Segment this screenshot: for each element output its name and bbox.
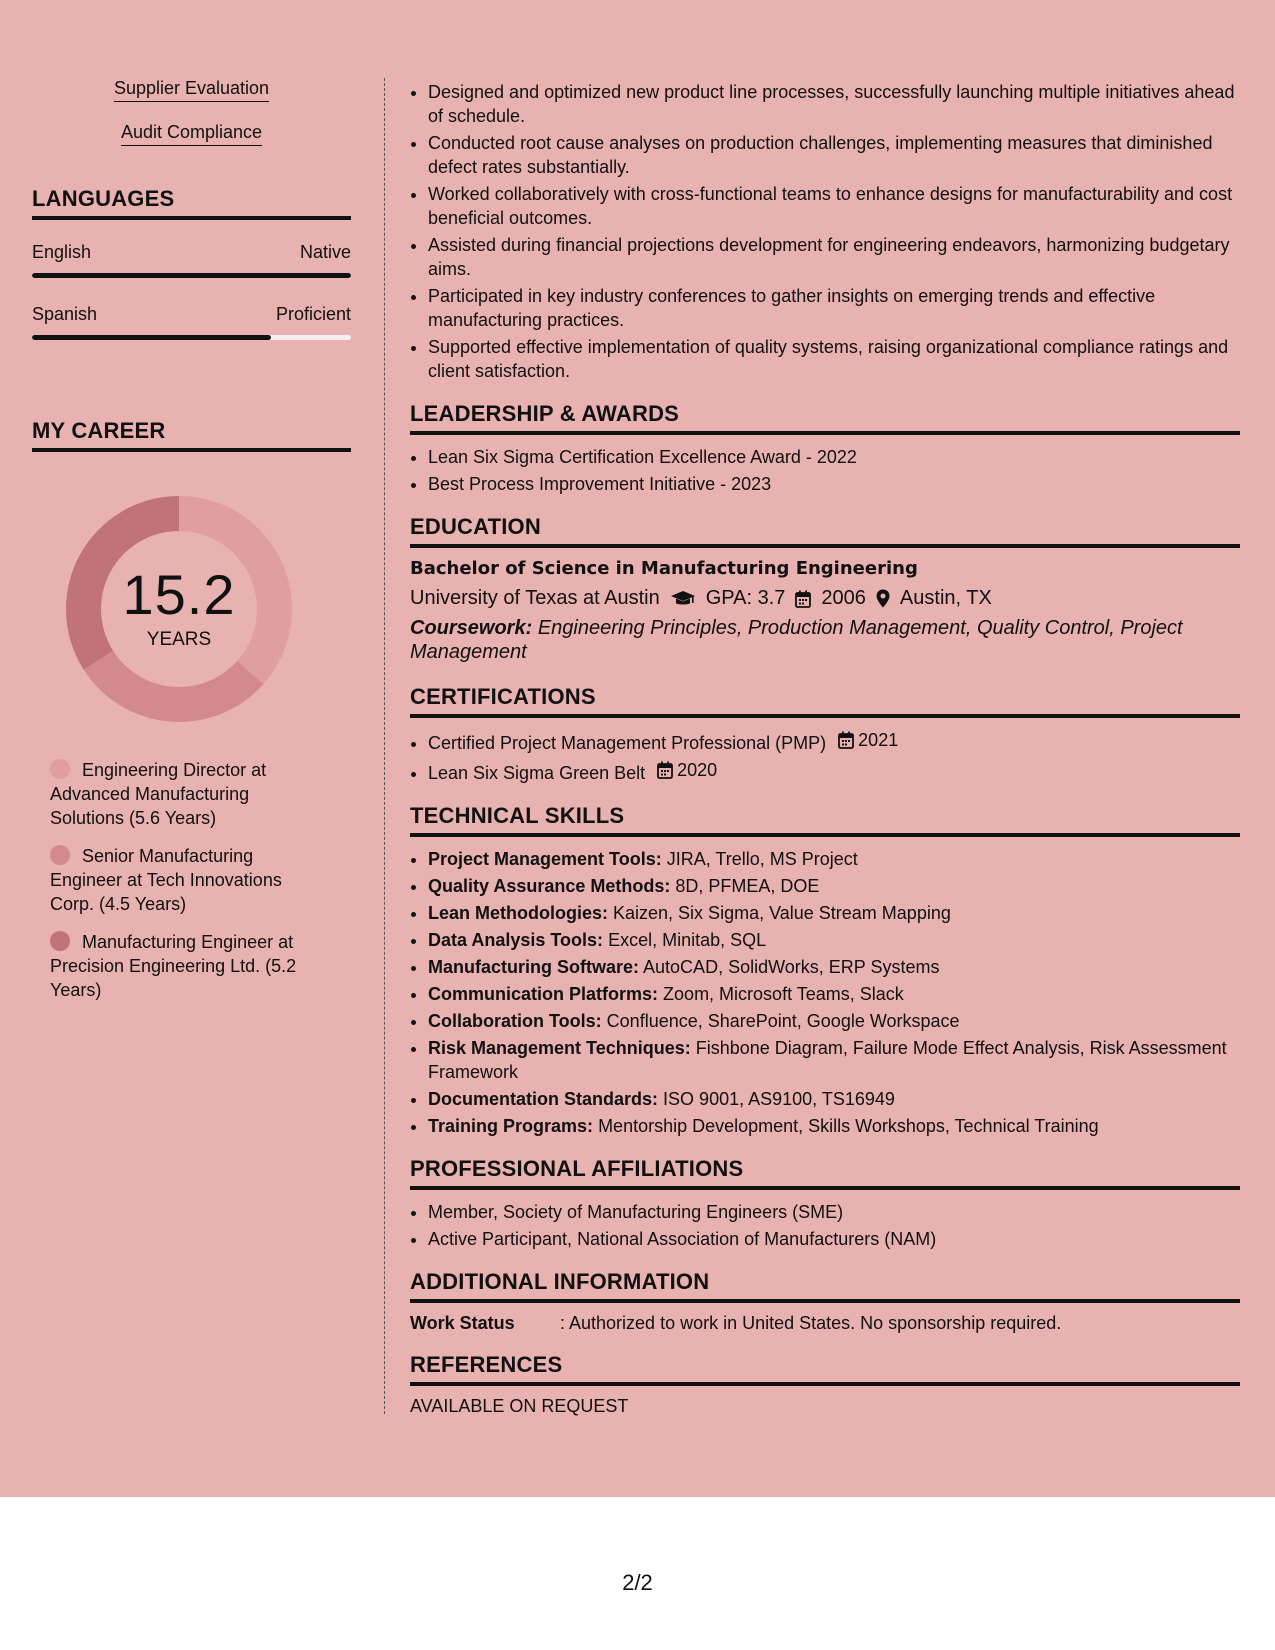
skill-value: AutoCAD, SolidWorks, ERP Systems [643, 957, 940, 977]
left-column [32, 78, 351, 1016]
list-item: • Assisted during financial projections development for engineering endeavors, harmonizing budgetary aims. [428, 233, 1240, 281]
skill-label: Project Management Tools: [428, 849, 662, 869]
list-item [428, 1009, 1240, 1033]
career-total-unit: YEARS [146, 629, 212, 650]
list-item [428, 955, 1240, 979]
awards-list [410, 445, 1240, 496]
work-status-label: Work Status [410, 1313, 515, 1333]
language-level: Native [299, 242, 351, 262]
certification-name: Lean Six Sigma Green Belt [428, 763, 646, 783]
list-item [428, 728, 1240, 755]
affiliations-title: PROFESSIONAL AFFILIATIONS [410, 1156, 1240, 1190]
coursework-list: Engineering Principles, Production Management, Quality Control, Project Management [410, 617, 1183, 663]
skill-label: Documentation Standards: [428, 1089, 659, 1109]
list-item: • Participated in key industry conferences to gather insights on emerging trends and effective manufacturing practices. [428, 284, 1240, 332]
list-item [428, 1087, 1240, 1111]
skill-label: Risk Management Techniques: [428, 1038, 691, 1058]
graduation-year: 2006 [821, 587, 866, 609]
calendar-icon [838, 731, 854, 749]
technical-skills-title: TECHNICAL SKILLS [410, 803, 1240, 837]
location-pin-icon [876, 589, 890, 608]
language-name: Spanish [32, 304, 98, 324]
calendar-icon [657, 761, 673, 779]
work-status-row [410, 1313, 1240, 1334]
career-donut-chart [66, 496, 292, 722]
skill-label: Data Analysis Tools: [428, 930, 604, 950]
page-number: 2/2 [622, 1570, 653, 1595]
skill-label: Communication Platforms: [428, 984, 659, 1004]
list-item: • Member, Society of Manufacturing Engineers (SME) [428, 1200, 1240, 1224]
experience-bullets [410, 80, 1240, 383]
career-total-years: 15.2 [122, 563, 236, 626]
coursework [410, 616, 1240, 664]
certification-name: Certified Project Management Professional (PMP) [428, 733, 827, 753]
language-level: Proficient [275, 304, 351, 324]
skill-label: Manufacturing Software: [428, 957, 640, 977]
skill-value: ISO 9001, AS9100, TS16949 [663, 1089, 895, 1109]
list-item [428, 1036, 1240, 1084]
work-status-value: : Authorized to work in United States. No sponsorship required. [560, 1313, 1062, 1333]
legend-dot [50, 845, 70, 865]
career-title: MY CAREER [32, 418, 351, 452]
certification-year: 2021 [858, 730, 899, 750]
legend-label: Manufacturing Engineer at Precision Engineering Ltd. (5.2 Years) [50, 932, 297, 1000]
references-title: REFERENCES [410, 1352, 1240, 1386]
list-item [428, 928, 1240, 952]
coursework-label: Coursework: [410, 617, 533, 639]
school-location: Austin, TX [899, 587, 992, 609]
list-item: • Conducted root cause analyses on production challenges, implementing measures that diminished defect rates substantially. [428, 131, 1240, 179]
list-item: • Active Participant, National Association of Manufacturers (NAM) [428, 1227, 1240, 1251]
skill-value: JIRA, Trello, MS Project [666, 849, 858, 869]
legend-dot [50, 931, 70, 951]
skill-label: Lean Methodologies: [428, 903, 608, 923]
skill-value: Zoom, Microsoft Teams, Slack [663, 984, 904, 1004]
skill-value: Mentorship Development, Skills Workshops, Technical Training [598, 1116, 1099, 1136]
skill-value: Excel, Minitab, SQL [608, 930, 767, 950]
list-item: • Lean Six Sigma Certification Excellence Award - 2022 [428, 445, 1240, 469]
list-item: • Worked collaboratively with cross-functional teams to enhance designs for manufacturability and cost beneficial outcomes. [428, 182, 1240, 230]
skill-tag: Supplier Evaluation [114, 78, 269, 102]
skill-value: Confluence, SharePoint, Google Workspace [606, 1011, 960, 1031]
legend-item [50, 758, 320, 830]
skill-tag: Audit Compliance [121, 122, 262, 146]
gpa: GPA: 3.7 [705, 587, 786, 609]
language-bar-fill [32, 273, 351, 278]
legend-dot [50, 759, 70, 779]
list-item [428, 847, 1240, 871]
additional-info-title: ADDITIONAL INFORMATION [410, 1269, 1240, 1303]
education-title: EDUCATION [410, 514, 1240, 548]
calendar-icon [795, 590, 811, 608]
list-item: • Best Process Improvement Initiative - 2023 [428, 472, 1240, 496]
language-bar-fill [32, 335, 271, 340]
certification-year: 2020 [677, 760, 718, 780]
language-item [32, 304, 351, 340]
skill-label: Collaboration Tools: [428, 1011, 602, 1031]
list-item [428, 1114, 1240, 1138]
awards-title: LEADERSHIP & AWARDS [410, 401, 1240, 435]
skill-value: Kaizen, Six Sigma, Value Stream Mapping [613, 903, 951, 923]
technical-skills-list [410, 847, 1240, 1138]
list-item [428, 874, 1240, 898]
skill-value: 8D, PFMEA, DOE [675, 876, 820, 896]
affiliations-list [410, 1200, 1240, 1251]
graduation-cap-icon [670, 590, 696, 608]
certifications-list [410, 728, 1240, 785]
right-column [384, 78, 1240, 1414]
skill-label: Training Programs: [428, 1116, 594, 1136]
skill-label: Quality Assurance Methods: [428, 876, 671, 896]
legend-label: Senior Manufacturing Engineer at Tech Innovations Corp. (4.5 Years) [50, 846, 282, 914]
language-item [32, 242, 351, 278]
list-item: • Designed and optimized new product line processes, successfully launching multiple initiatives ahead of schedule. [428, 80, 1240, 128]
education-details [410, 587, 1240, 610]
degree-name: Bachelor of Science in Manufacturing Engineering [410, 558, 918, 579]
references-text: AVAILABLE ON REQUEST [410, 1396, 629, 1416]
list-item [428, 901, 1240, 925]
legend-item [50, 844, 320, 916]
certifications-title: CERTIFICATIONS [410, 684, 1240, 718]
skill-value: Fishbone Diagram, Failure Mode Effect Analysis, Risk Assessment Framework [428, 1038, 1227, 1082]
list-item [428, 758, 1240, 785]
list-item: • Supported effective implementation of quality systems, raising organizational compliance ratings and client satisfaction. [428, 335, 1240, 383]
legend-label: Engineering Director at Advanced Manufacturing Solutions (5.6 Years) [50, 760, 267, 828]
language-name: English [32, 242, 92, 262]
language-bar [32, 273, 351, 278]
school-name: University of Texas at Austin [410, 587, 660, 609]
list-item [428, 982, 1240, 1006]
legend-item [50, 930, 320, 1002]
languages-title: LANGUAGES [32, 186, 351, 220]
career-legend [50, 758, 320, 1002]
language-bar [32, 335, 351, 340]
